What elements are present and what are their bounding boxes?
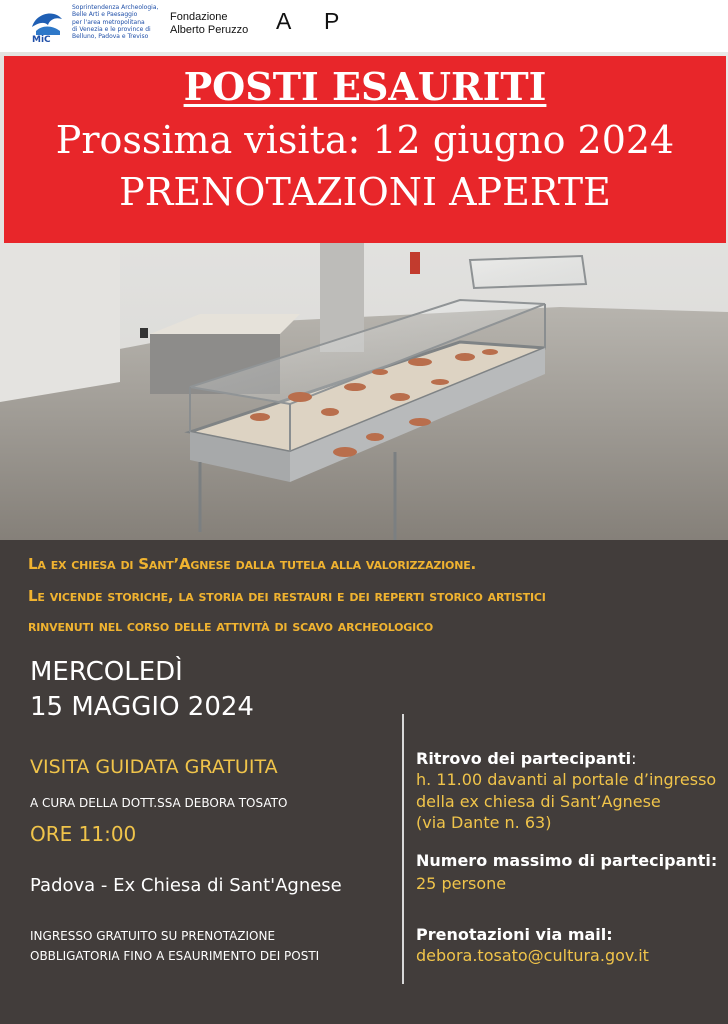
admission-note: OBBLIGATORIA FINO A ESAURIMENTO DEI POSTI <box>30 949 320 963</box>
meeting-info: h. 11.00 davanti al portale d’ingresso <box>416 770 717 789</box>
subtitle-line: Le vicende storiche, la storia dei restauri e dei reperti storico artistici <box>28 587 546 605</box>
ap-logo-a: A <box>276 8 292 34</box>
max-participants-value: 25 persone <box>416 874 507 893</box>
banner-booking-open: PRENOTAZIONI APERTE <box>119 170 611 214</box>
admission-note: INGRESSO GRATUITO SU PRENOTAZIONE <box>30 929 276 943</box>
mic-institution-text <box>72 4 182 40</box>
svg-text:MiC: MiC <box>32 35 51 43</box>
visit-type: VISITA GUIDATA GRATUITA <box>30 756 278 778</box>
event-place: Padova - Ex Chiesa di Sant'Agnese <box>30 875 342 896</box>
ap-logo-p: P <box>324 8 340 34</box>
mic-line: Soprintendenza Archeologia, <box>72 4 159 11</box>
meeting-info: (via Dante n. 63) <box>416 813 552 832</box>
subtitle-line: rinvenuti nel corso delle attività di scavo archeologico <box>28 617 434 635</box>
mic-line: Belluno, Padova e Treviso <box>72 33 149 41</box>
banner-next-visit: Prossima visita: 12 giugno 2024 <box>55 118 675 162</box>
meeting-colon: : <box>631 749 637 768</box>
fondazione-line: Alberto Peruzzo <box>170 24 249 36</box>
mic-line: per l'area metropolitana <box>72 18 145 26</box>
header <box>0 0 728 52</box>
event-time: ORE 11:00 <box>30 822 137 846</box>
meeting-info: della ex chiesa di Sant’Agnese <box>416 792 661 811</box>
event-date: 15 MAGGIO 2024 <box>30 692 254 722</box>
meeting-heading <box>416 749 636 768</box>
mic-line: Belle Arti e Paesaggio <box>72 11 138 19</box>
curator: A CURA DELLA DOTT.SSA DEBORA TOSATO <box>30 796 288 810</box>
mic-logo-icon <box>28 5 66 43</box>
column-divider <box>402 714 404 984</box>
subtitle-line: La ex chiesa di Sant’Agnese dalla tutela alla valorizzazione. <box>28 555 477 573</box>
booking-label: Prenotazioni via mail: <box>416 925 613 944</box>
booking-email[interactable]: debora.tosato@cultura.gov.it <box>416 946 649 965</box>
mic-line: di Venezia e le province di <box>72 25 151 33</box>
meeting-label: Ritrovo dei partecipanti <box>416 749 632 768</box>
event-weekday: MERCOLEDÌ <box>30 657 183 687</box>
max-participants-label: Numero massimo di partecipanti: <box>416 851 718 870</box>
sold-out-banner <box>4 56 726 243</box>
fondazione-logo-text <box>170 11 248 37</box>
fondazione-line: Fondazione <box>170 11 228 23</box>
banner-sold-out: POSTI ESAURITI <box>183 64 547 109</box>
